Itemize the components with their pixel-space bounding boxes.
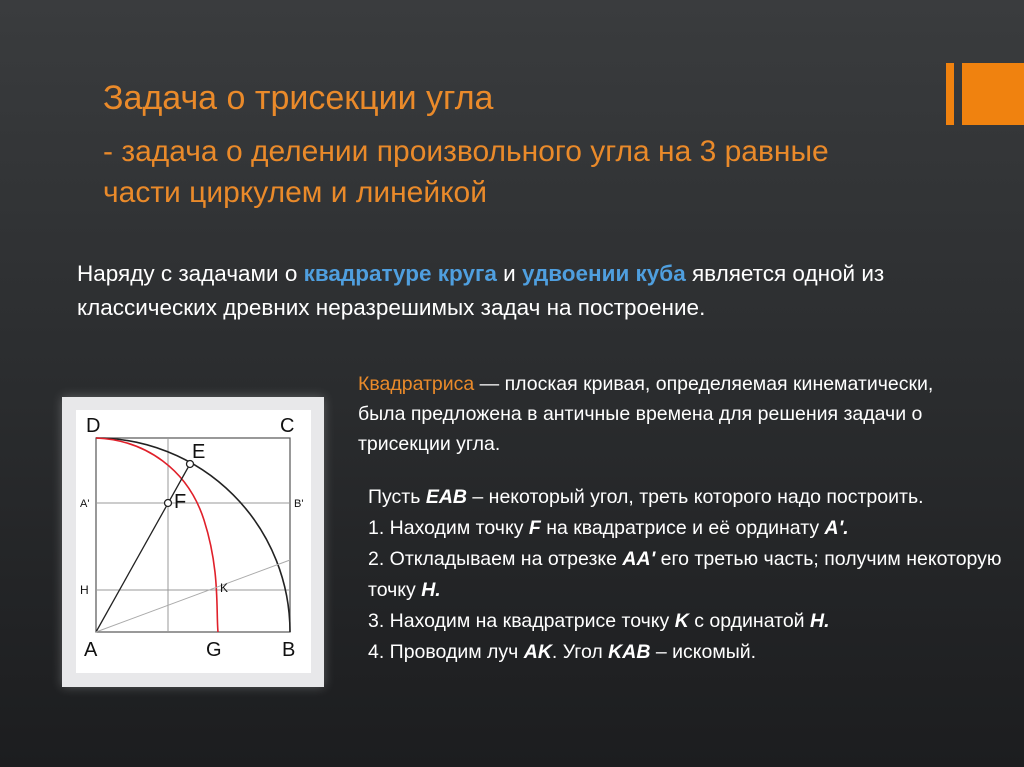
angle-eab: EAB: [425, 486, 467, 508]
slide-subtitle: - задача о делении произвольного угла на 3 равные части циркулем и линейкой: [103, 135, 829, 209]
step-3: [368, 606, 1008, 637]
label-h: H: [80, 583, 89, 597]
intro-paragraph: [77, 257, 957, 325]
quadratrix-definition: [358, 369, 968, 459]
label-f: F: [174, 491, 187, 513]
point-h: H.: [421, 579, 441, 601]
ordinate-h: H.: [810, 610, 830, 632]
step4-text-c: – искомый.: [655, 641, 757, 663]
label-a: A: [84, 639, 98, 661]
intro-text-3: является одной из классических древних неразрешимых задач на построение.: [77, 261, 885, 320]
link-cube-doubling[interactable]: удвоении куба: [522, 261, 686, 286]
step4-text-a: 4. Проводим луч: [368, 641, 519, 663]
step4-text-b: . Угол: [551, 641, 603, 663]
link-circle-quadrature[interactable]: квадратуре круга: [303, 261, 497, 286]
step0-text-b: – некоторый угол, треть которого надо построить.: [472, 486, 924, 508]
intro-text-2: и: [503, 261, 516, 286]
ray-ae: [96, 464, 190, 632]
step1-text-b: на квадратрисе и её ординату: [546, 517, 820, 539]
quarter-circle-arc: [96, 438, 290, 632]
step-intro: [368, 482, 1008, 513]
step-4: [368, 637, 1008, 668]
decor-bar-thick: [962, 63, 1024, 125]
label-g: G: [206, 639, 222, 661]
step-2: [368, 544, 1008, 606]
intro-text-1: Наряду с задачами о: [77, 261, 298, 286]
step3-text-a: 3. Находим на квадратрисе точку: [368, 610, 670, 632]
construction-steps: [368, 482, 1008, 668]
label-d: D: [86, 415, 101, 437]
label-b: B: [282, 639, 296, 661]
decor-bar-thin: [946, 63, 954, 125]
quadratrix-figure: [76, 410, 311, 673]
square-outline: [96, 438, 290, 632]
point-f-dot: [165, 500, 172, 507]
ray-ak-line: [96, 560, 290, 632]
label-e: E: [192, 441, 206, 463]
angle-kab: KAB: [608, 641, 651, 663]
step1-text-a: 1. Находим точку: [368, 517, 524, 539]
slide-title: Задача о трисекции угла: [103, 79, 494, 117]
step2-text-a: 2. Откладываем на отрезке: [368, 548, 617, 570]
step3-text-b: с ординатой: [694, 610, 805, 632]
step0-text-a: Пусть: [368, 486, 421, 508]
label-b-prime: B': [294, 498, 304, 510]
label-c: C: [280, 415, 295, 437]
term-quadratrix: Квадратриса: [358, 373, 475, 395]
point-f: F: [528, 517, 541, 539]
quadratrix-diagram: [76, 410, 311, 673]
label-a-prime: A': [80, 498, 90, 510]
step2-text-b: его третью часть; получим некоторую точку: [368, 548, 1002, 601]
segment-aa-prime: AA': [622, 548, 656, 570]
label-k: K: [220, 581, 229, 595]
step-1: [368, 513, 1008, 544]
ray-ak: AK: [523, 641, 552, 663]
definition-text: — плоская кривая, определяемая кинематически, была предложена в античные времена для решения задачи о трисекции угла.: [358, 373, 934, 455]
point-k: K: [674, 610, 689, 632]
ordinate-a-prime: A'.: [824, 517, 849, 539]
